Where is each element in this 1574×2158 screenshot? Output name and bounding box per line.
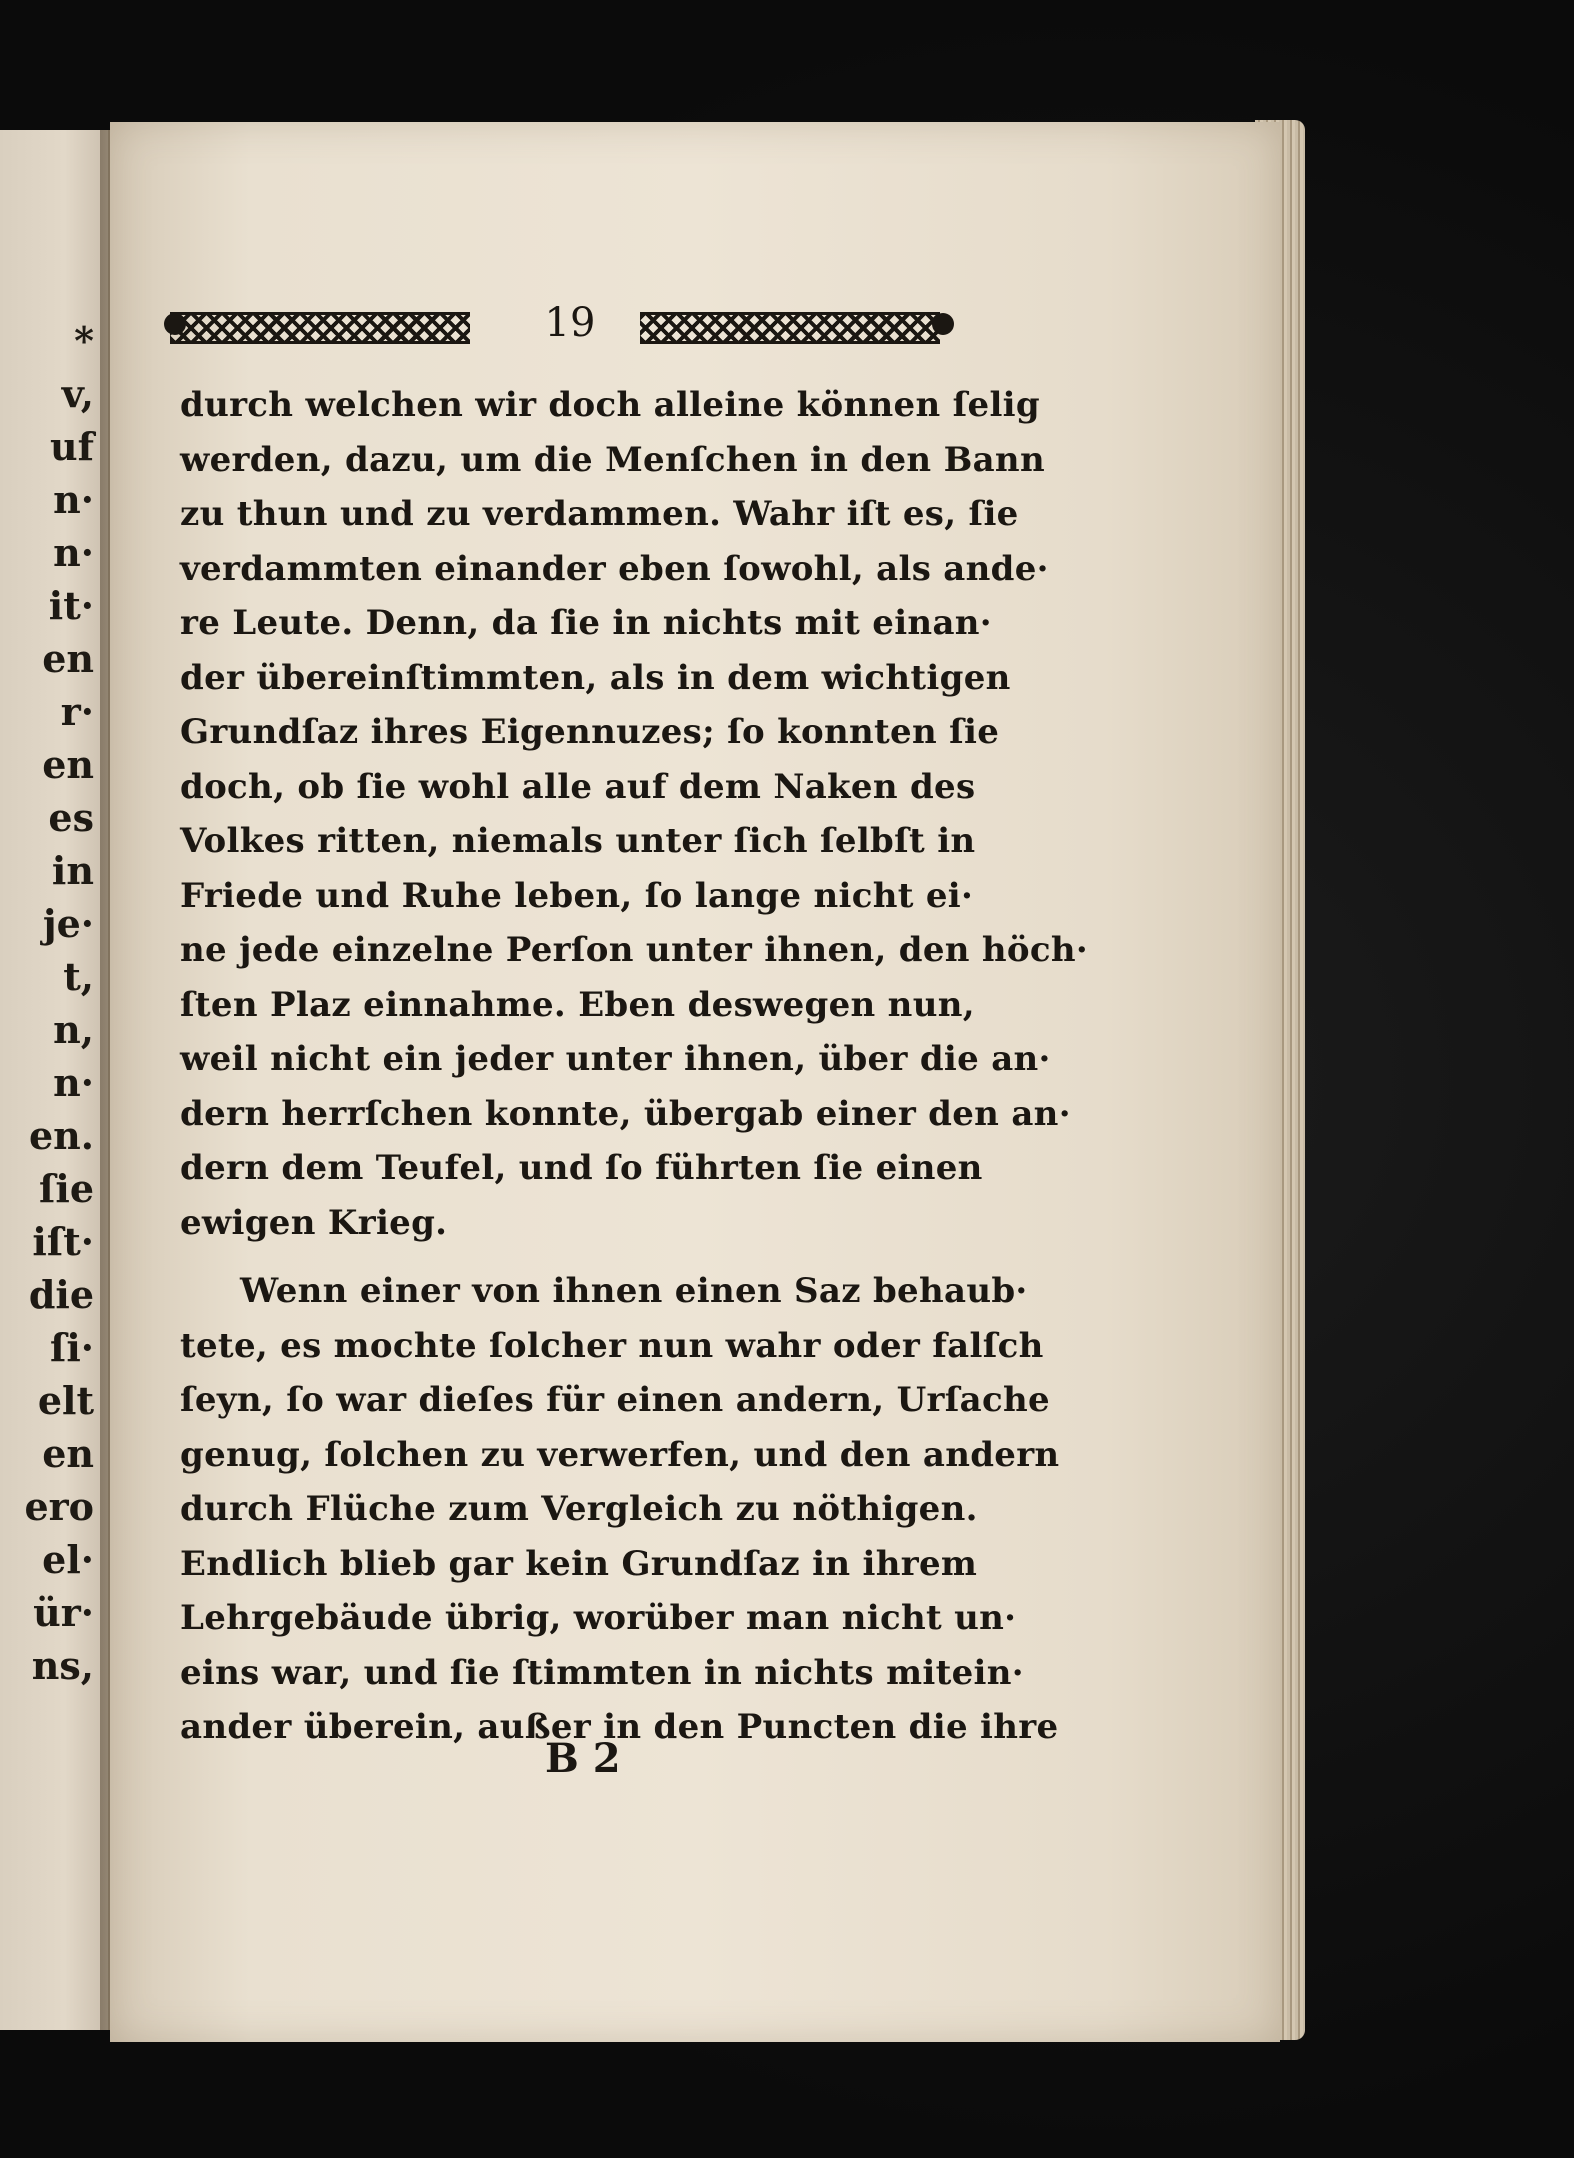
left-page-line: elt [37,1378,94,1423]
left-page-line: en. [28,1113,94,1158]
text-line: der übereinſtimmten, als in dem wichtigen [180,657,1011,698]
left-page-line: in [51,848,94,893]
left-page-line: ſie [39,1166,94,1211]
text-line: durch Flüche zum Vergleich zu nöthigen. [180,1489,978,1529]
left-page-fragment [0,130,111,2030]
left-page-line: en [42,742,94,787]
text-line: Friede und Ruhe leben, ſo lange nicht ei· [180,875,974,916]
left-page-line: n· [53,477,94,522]
left-page-line: el· [42,1537,94,1582]
text-line: genug, ſolchen zu verwerfen, und den andern [180,1434,1060,1475]
text-line: werden, dazu, um die Menſchen in den Bann [180,439,1045,480]
body-text [180,378,1089,1755]
ornament-dot-icon [932,313,954,335]
text-line: ne jede einzelne Perſon unter ihnen, den höch· [180,930,1089,970]
text-line: ander überein, außer in den Puncten die ihre [180,1707,1059,1747]
text-line: ewigen Krieg. [180,1202,448,1243]
paragraph [180,378,1089,1250]
left-page-line: en [42,1431,94,1476]
text-line: re Leute. Denn, da ſie in nichts mit einan· [180,603,992,643]
text-line: doch, ob ſie wohl alle auf dem Naken des [180,766,976,807]
left-page-line: es [48,795,94,840]
text-line: weil nicht ein jeder unter ihnen, über die an· [180,1039,1051,1079]
signature-mark: B 2 [545,1735,621,1782]
text-line: ſeyn, ſo war dieſes für einen andern, Urſache [180,1380,1050,1420]
left-page-line: it· [48,583,94,628]
left-page-line: ero [24,1484,94,1529]
left-page-line: n, [53,1007,94,1052]
left-page-line: ür· [33,1590,94,1635]
ornament-left-icon [170,312,470,344]
text-line: Wenn einer von ihnen einen Saz behaub· [240,1271,1028,1311]
left-page-line: iſt· [32,1219,94,1264]
left-page-line: v, [61,371,94,416]
left-page-line: ſi· [49,1325,94,1370]
text-line: durch welchen wir doch alleine können ſelig [180,385,1040,425]
left-page-line: r· [60,689,94,734]
left-page-line: je· [42,901,94,946]
left-page-line: uf [50,424,94,469]
paragraph-gap [180,1250,940,1264]
text-line: Lehrgebäude übrig, worüber man nicht un· [180,1598,1017,1638]
text-line: verdammten einander eben ſowohl, als ande· [180,548,1049,589]
text-line: dern dem Teufel, und ſo führten ſie einen [180,1148,983,1188]
page-header [170,300,940,350]
left-page-line: * [74,318,94,363]
text-line: zu thun und zu verdammen. Wahr iſt es, ſie [180,494,1019,534]
page-number: 19 [544,300,596,346]
left-page-line: die [28,1272,94,1317]
left-page-line: n· [53,530,94,575]
paragraph [180,1264,1060,1755]
text-line: tete, es mochte ſolcher nun wahr oder falſch [180,1325,1044,1366]
left-page-line: en [42,636,94,681]
left-page-line: n· [53,1060,94,1105]
text-line: eins war, und ſie ſtimmten in nichts mitein· [180,1652,1024,1693]
text-line: Volkes ritten, niemals unter ſich ſelbſt in [180,821,976,861]
text-line: dern herrſchen konnte, übergab einer den an· [180,1093,1071,1134]
left-page-line: t, [63,954,94,999]
text-line: ſten Plaz einnahme. Eben deswegen nun, [180,984,975,1025]
left-page-line: ns, [31,1643,94,1688]
ornament-right-icon [640,312,940,344]
text-line: Grundſaz ihres Eigennuzes; ſo konnten ſie [180,712,1000,752]
text-line: Endlich blieb gar kein Grundſaz in ihrem [180,1543,978,1584]
